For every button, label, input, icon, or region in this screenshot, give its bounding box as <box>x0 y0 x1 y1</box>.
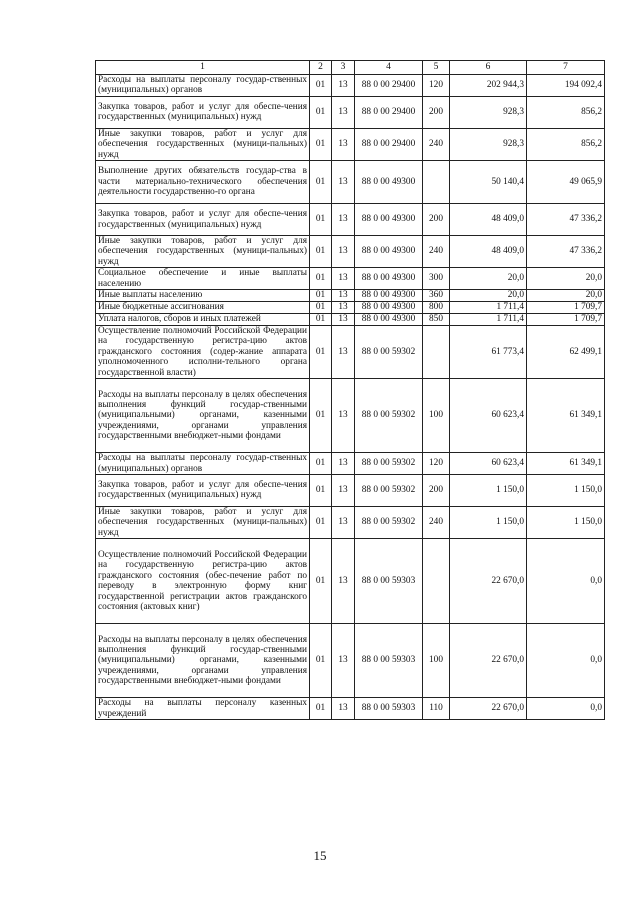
target-article-cell: 88 0 00 49300 <box>355 290 423 302</box>
amount-year2-cell: 0,0 <box>527 698 605 720</box>
section-code-cell: 01 <box>310 314 332 326</box>
target-article-cell: 88 0 00 59302 <box>355 474 423 506</box>
amount-year2-cell: 1 150,0 <box>527 506 605 538</box>
table-row <box>96 624 605 698</box>
row-name-cell: Осуществление полномочий Российской Федерации на государственную регистра-цию актов гражданского состояния (содер-жание аппарата уполномоченного исполни-тельного органа государственной власти) <box>96 326 310 379</box>
table-row <box>96 236 605 268</box>
target-article-cell: 88 0 00 29400 <box>355 96 423 128</box>
header-row <box>96 61 605 75</box>
table-row <box>96 96 605 128</box>
target-article-cell: 88 0 00 59302 <box>355 506 423 538</box>
amount-year2-cell: 49 065,9 <box>527 161 605 204</box>
expense-type-cell: 850 <box>423 314 450 326</box>
row-name-cell: Иные бюджетные ассигнования <box>96 302 310 314</box>
row-name-cell: Уплата налогов, сборов и иных платежей <box>96 314 310 326</box>
amount-year2-cell: 1 150,0 <box>527 474 605 506</box>
table-row <box>96 379 605 453</box>
target-article-cell: 88 0 00 59303 <box>355 698 423 720</box>
row-name-cell: Расходы на выплаты персоналу в целях обеспечения выполнения функций государ-ственными (муниципальными) органами, казенными учреждениями, органами управления государственными внебюджет-ными фондами <box>96 379 310 453</box>
subsection-code-cell: 13 <box>332 539 355 624</box>
table-row <box>96 268 605 290</box>
subsection-code-cell: 13 <box>332 474 355 506</box>
header-cell: 1 <box>96 61 310 75</box>
amount-year1-cell: 50 140,4 <box>450 161 527 204</box>
amount-year2-cell: 61 349,1 <box>527 379 605 453</box>
expense-type-cell: 100 <box>423 379 450 453</box>
target-article-cell: 88 0 00 59302 <box>355 453 423 475</box>
table-row <box>96 128 605 160</box>
row-name-cell: Иные выплаты населению <box>96 290 310 302</box>
table-row <box>96 75 605 97</box>
table-row <box>96 506 605 538</box>
row-name-cell: Выполнение других обязательств государ-ства в части материально-технического обеспечения деятельности государственно-го органа <box>96 161 310 204</box>
amount-year2-cell: 20,0 <box>527 290 605 302</box>
section-code-cell: 01 <box>310 96 332 128</box>
target-article-cell: 88 0 00 59302 <box>355 379 423 453</box>
amount-year2-cell: 856,2 <box>527 128 605 160</box>
table-row <box>96 698 605 720</box>
budget-table <box>95 60 605 720</box>
table-row <box>96 302 605 314</box>
section-code-cell: 01 <box>310 128 332 160</box>
header-cell: 3 <box>332 61 355 75</box>
amount-year1-cell: 48 409,0 <box>450 236 527 268</box>
subsection-code-cell: 13 <box>332 379 355 453</box>
subsection-code-cell: 13 <box>332 453 355 475</box>
amount-year2-cell: 194 092,4 <box>527 75 605 97</box>
section-code-cell: 01 <box>310 539 332 624</box>
amount-year1-cell: 202 944,3 <box>450 75 527 97</box>
row-name-cell: Иные закупки товаров, работ и услуг для обеспечения государственных (муници-пальных) нужд <box>96 128 310 160</box>
subsection-code-cell: 13 <box>332 698 355 720</box>
amount-year2-cell: 0,0 <box>527 624 605 698</box>
amount-year2-cell: 1 709,7 <box>527 314 605 326</box>
row-name-cell: Осуществление полномочий Российской Федерации на государственную регистра-цию актов гражданского состояния (обес-печение работ по переводу в электронную форму книг государственной регистрации актов гражданского состояния (актовых книг) <box>96 539 310 624</box>
subsection-code-cell: 13 <box>332 96 355 128</box>
amount-year1-cell: 22 670,0 <box>450 624 527 698</box>
section-code-cell: 01 <box>310 624 332 698</box>
amount-year2-cell: 0,0 <box>527 539 605 624</box>
section-code-cell: 01 <box>310 290 332 302</box>
section-code-cell: 01 <box>310 236 332 268</box>
expense-type-cell <box>423 161 450 204</box>
amount-year2-cell: 61 349,1 <box>527 453 605 475</box>
subsection-code-cell: 13 <box>332 326 355 379</box>
subsection-code-cell: 13 <box>332 302 355 314</box>
table-row <box>96 326 605 379</box>
row-name-cell: Закупка товаров, работ и услуг для обеспе-чения государственных (муниципальных) нужд <box>96 204 310 236</box>
section-code-cell: 01 <box>310 268 332 290</box>
amount-year2-cell: 856,2 <box>527 96 605 128</box>
target-article-cell: 88 0 00 49300 <box>355 236 423 268</box>
page-number: 15 <box>313 848 327 863</box>
expense-type-cell: 200 <box>423 204 450 236</box>
header-cell: 4 <box>355 61 423 75</box>
target-article-cell: 88 0 00 59303 <box>355 624 423 698</box>
expense-type-cell: 120 <box>423 75 450 97</box>
amount-year1-cell: 928,3 <box>450 96 527 128</box>
target-article-cell: 88 0 00 29400 <box>355 75 423 97</box>
table-row <box>96 314 605 326</box>
row-name-cell: Расходы на выплаты персоналу государ-ственных (муниципальных) органов <box>96 453 310 475</box>
subsection-code-cell: 13 <box>332 75 355 97</box>
row-name-cell: Расходы на выплаты персоналу в целях обеспечения выполнения функций государ-ственными (муниципальными) органами, казенными учреждениями, органами управления государственными внебюджет-ными фондами <box>96 624 310 698</box>
row-name-cell: Закупка товаров, работ и услуг для обеспе-чения государственных (муниципальных) нужд <box>96 96 310 128</box>
subsection-code-cell: 13 <box>332 290 355 302</box>
section-code-cell: 01 <box>310 453 332 475</box>
amount-year2-cell: 47 336,2 <box>527 204 605 236</box>
amount-year1-cell: 1 711,4 <box>450 302 527 314</box>
subsection-code-cell: 13 <box>332 204 355 236</box>
expense-type-cell: 110 <box>423 698 450 720</box>
amount-year2-cell: 20,0 <box>527 268 605 290</box>
row-name-cell: Иные закупки товаров, работ и услуг для обеспечения государственных (муници-пальных) нужд <box>96 506 310 538</box>
amount-year1-cell: 1 150,0 <box>450 506 527 538</box>
row-name-cell: Социальное обеспечение и иные выплаты населению <box>96 268 310 290</box>
table-row <box>96 474 605 506</box>
amount-year1-cell: 20,0 <box>450 268 527 290</box>
table-row <box>96 204 605 236</box>
section-code-cell: 01 <box>310 379 332 453</box>
subsection-code-cell: 13 <box>332 236 355 268</box>
subsection-code-cell: 13 <box>332 268 355 290</box>
amount-year1-cell: 48 409,0 <box>450 204 527 236</box>
table-row <box>96 453 605 475</box>
amount-year1-cell: 1 711,4 <box>450 314 527 326</box>
expense-type-cell: 240 <box>423 128 450 160</box>
section-code-cell: 01 <box>310 161 332 204</box>
header-cell: 6 <box>450 61 527 75</box>
expense-type-cell: 100 <box>423 624 450 698</box>
subsection-code-cell: 13 <box>332 314 355 326</box>
section-code-cell: 01 <box>310 326 332 379</box>
expense-type-cell: 300 <box>423 268 450 290</box>
subsection-code-cell: 13 <box>332 624 355 698</box>
target-article-cell: 88 0 00 49300 <box>355 268 423 290</box>
expense-type-cell: 240 <box>423 236 450 268</box>
subsection-code-cell: 13 <box>332 161 355 204</box>
expense-type-cell: 200 <box>423 96 450 128</box>
target-article-cell: 88 0 00 49300 <box>355 314 423 326</box>
amount-year2-cell: 47 336,2 <box>527 236 605 268</box>
target-article-cell: 88 0 00 49300 <box>355 302 423 314</box>
header-cell: 2 <box>310 61 332 75</box>
amount-year1-cell: 60 623,4 <box>450 379 527 453</box>
header-cell: 7 <box>527 61 605 75</box>
amount-year1-cell: 60 623,4 <box>450 453 527 475</box>
amount-year1-cell: 22 670,0 <box>450 539 527 624</box>
section-code-cell: 01 <box>310 474 332 506</box>
amount-year1-cell: 20,0 <box>450 290 527 302</box>
amount-year1-cell: 61 773,4 <box>450 326 527 379</box>
amount-year2-cell: 62 499,1 <box>527 326 605 379</box>
section-code-cell: 01 <box>310 302 332 314</box>
expense-type-cell <box>423 326 450 379</box>
expense-type-cell: 360 <box>423 290 450 302</box>
row-name-cell: Расходы на выплаты персоналу государ-ственных (муниципальных) органов <box>96 75 310 97</box>
amount-year1-cell: 928,3 <box>450 128 527 160</box>
row-name-cell: Закупка товаров, работ и услуг для обеспе-чения государственных (муниципальных) нужд <box>96 474 310 506</box>
amount-year1-cell: 1 150,0 <box>450 474 527 506</box>
section-code-cell: 01 <box>310 75 332 97</box>
section-code-cell: 01 <box>310 204 332 236</box>
section-code-cell: 01 <box>310 698 332 720</box>
header-cell: 5 <box>423 61 450 75</box>
section-code-cell: 01 <box>310 506 332 538</box>
table-row <box>96 290 605 302</box>
expense-type-cell: 120 <box>423 453 450 475</box>
target-article-cell: 88 0 00 59302 <box>355 326 423 379</box>
row-name-cell: Расходы на выплаты персоналу казенных учреждений <box>96 698 310 720</box>
subsection-code-cell: 13 <box>332 128 355 160</box>
target-article-cell: 88 0 00 29400 <box>355 128 423 160</box>
row-name-cell: Иные закупки товаров, работ и услуг для обеспечения государственных (муници-пальных) нужд <box>96 236 310 268</box>
table-row <box>96 539 605 624</box>
expense-type-cell: 240 <box>423 506 450 538</box>
table-row <box>96 161 605 204</box>
expense-type-cell <box>423 539 450 624</box>
expense-type-cell: 800 <box>423 302 450 314</box>
subsection-code-cell: 13 <box>332 506 355 538</box>
target-article-cell: 88 0 00 49300 <box>355 161 423 204</box>
target-article-cell: 88 0 00 49300 <box>355 204 423 236</box>
expense-type-cell: 200 <box>423 474 450 506</box>
amount-year1-cell: 22 670,0 <box>450 698 527 720</box>
amount-year2-cell: 1 709,7 <box>527 302 605 314</box>
target-article-cell: 88 0 00 59303 <box>355 539 423 624</box>
